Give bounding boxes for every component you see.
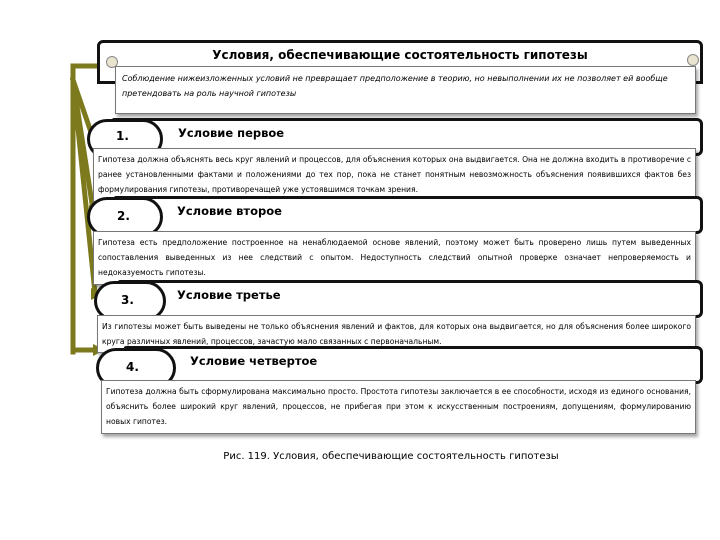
condition-1-text: Гипотеза должна объяснять весь круг явлений и процессов, для объяснения которых она выдвигается. Она не должна входить в противоречие с ранее установленными фактами и положениями до тех пор, пока не станет понятным невозможность объяснения появившихся фактов без формулирования гипотезы, противоречащей уже устоявшимся точкам зрения. [93,148,696,202]
condition-3-text: Из гипотезы может быть выведены не только объяснения явлений и фактов, для которых она выдвигается, но для объяснения более широкого круга различных явлений, процессов, зачастую мало связанных с первоначальным. [97,315,696,353]
condition-2-number: 2. [117,209,130,223]
condition-3-number: 3. [121,293,134,307]
condition-1-number: 1. [116,129,129,143]
diagram-title: Условия, обеспечивающие состоятельность гипотезы [212,48,588,62]
condition-4-title: Условие четвертое [190,354,318,368]
figure-caption: Рис. 119. Условия, обеспечивающие состоятельность гипотезы [223,451,559,462]
condition-4-text: Гипотеза должна быть сформулирована максимально просто. Простота гипотезы заключается в ее способности, исходя из единого основания, объяснить более широкий круг явлений, процессов, не прибегая при этом к искусственным построениям, допущениям, формулированию новых гипотез. [101,380,696,434]
intro-note: Соблюдение нижеизложенных условий не превращает предположение в теорию, но невыполнении их не позволяет ей вообще претендовать на роль научной гипотезы [115,66,696,114]
condition-3-title: Условие третье [177,288,281,302]
scroll-curl-right-icon [687,54,699,66]
condition-2-title: Условие второе [177,204,282,218]
condition-4-number: 4. [126,360,139,374]
condition-2-text: Гипотеза есть предположение построенное на ненаблюдаемой основе явлений, поэтому может быть проверено лишь путем выведенных сопоставления выведенных из нее следствий с опытом. Недоступность следствий опытной проверке означает непроверяемость и недоказуемость гипотезы. [93,231,696,285]
condition-1-title: Условие первое [178,126,285,140]
